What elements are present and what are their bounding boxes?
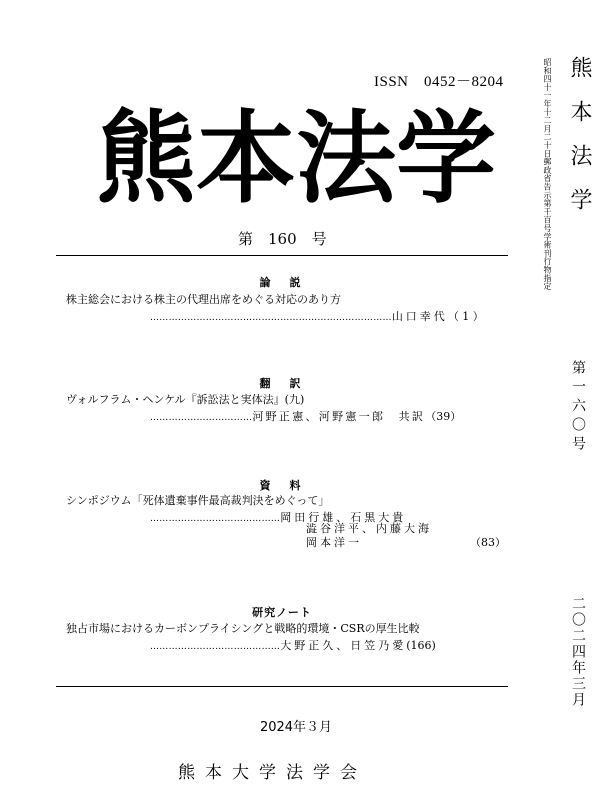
toc-entry-2-line (150, 405, 461, 424)
article-page-3: （83） (470, 536, 506, 549)
spine-issue: 第一六〇号 (570, 360, 586, 455)
spine-date: 二〇二四年三月 (570, 596, 586, 708)
article-authors-3a: 岡田行雄、石黒大貴 (280, 511, 407, 524)
article-authors-3b: 澁谷洋平、内藤大海 (306, 522, 432, 535)
issue-number: 第 160 号 (238, 230, 327, 248)
toc-entry-1-line (150, 305, 484, 324)
article-title-1: 株主総会における株主の代理出席をめぐる対応のあり方 (66, 293, 341, 306)
leader-dots: …………………………………………………………………… (150, 313, 392, 323)
publication-date: 2024年３月 (259, 720, 333, 735)
article-title-2: ヴォルフラム・ヘンケル『訴訟法と実体法』(九) (66, 393, 305, 406)
journal-title: 熊本法学 (96, 99, 496, 217)
section-heading-kenkyu-note: 研究ノート (252, 606, 312, 619)
spine-title: 熊本法学 (567, 56, 592, 232)
leader-dots: …………………………………… (150, 514, 281, 524)
bottom-divider (56, 686, 508, 687)
leader-dots: …………………………………… (150, 642, 281, 652)
section-heading-honyaku: 翻 訳 (259, 377, 305, 390)
article-authors-1: 山口幸代 (391, 310, 448, 323)
article-title-3: シンポジウム「死体遺棄事件最高裁判決をめぐって」 (66, 494, 330, 507)
article-page-2: （39） (425, 410, 462, 423)
article-authors-4: 大野正久、日笠乃愛 (280, 639, 407, 652)
postal-registration-note: 昭和四十一年十二月二十日郵政省告示第千百号学術刊行物指定 (543, 58, 552, 291)
leader-dots: …………………………… (150, 413, 253, 423)
article-page-1: （ 1 ） (447, 310, 484, 323)
publisher-name: 熊本大学法学会 (178, 763, 367, 783)
toc-entry-4-line (150, 634, 436, 653)
article-page-4: (166) (406, 639, 436, 652)
article-authors-2: 河野正憲、河野憲一郎 共訳 (252, 410, 426, 423)
section-heading-ronsetsu: 論 説 (259, 276, 305, 289)
issn-number: ISSN 0452－8204 (374, 74, 504, 90)
section-heading-shiryo: 資 料 (259, 479, 305, 492)
article-title-4: 独占市場におけるカーボンプライシングと戦略的環境・CSRの厚生比較 (66, 622, 420, 635)
top-divider (56, 255, 508, 256)
article-authors-3c: 岡本洋一 (306, 536, 362, 549)
